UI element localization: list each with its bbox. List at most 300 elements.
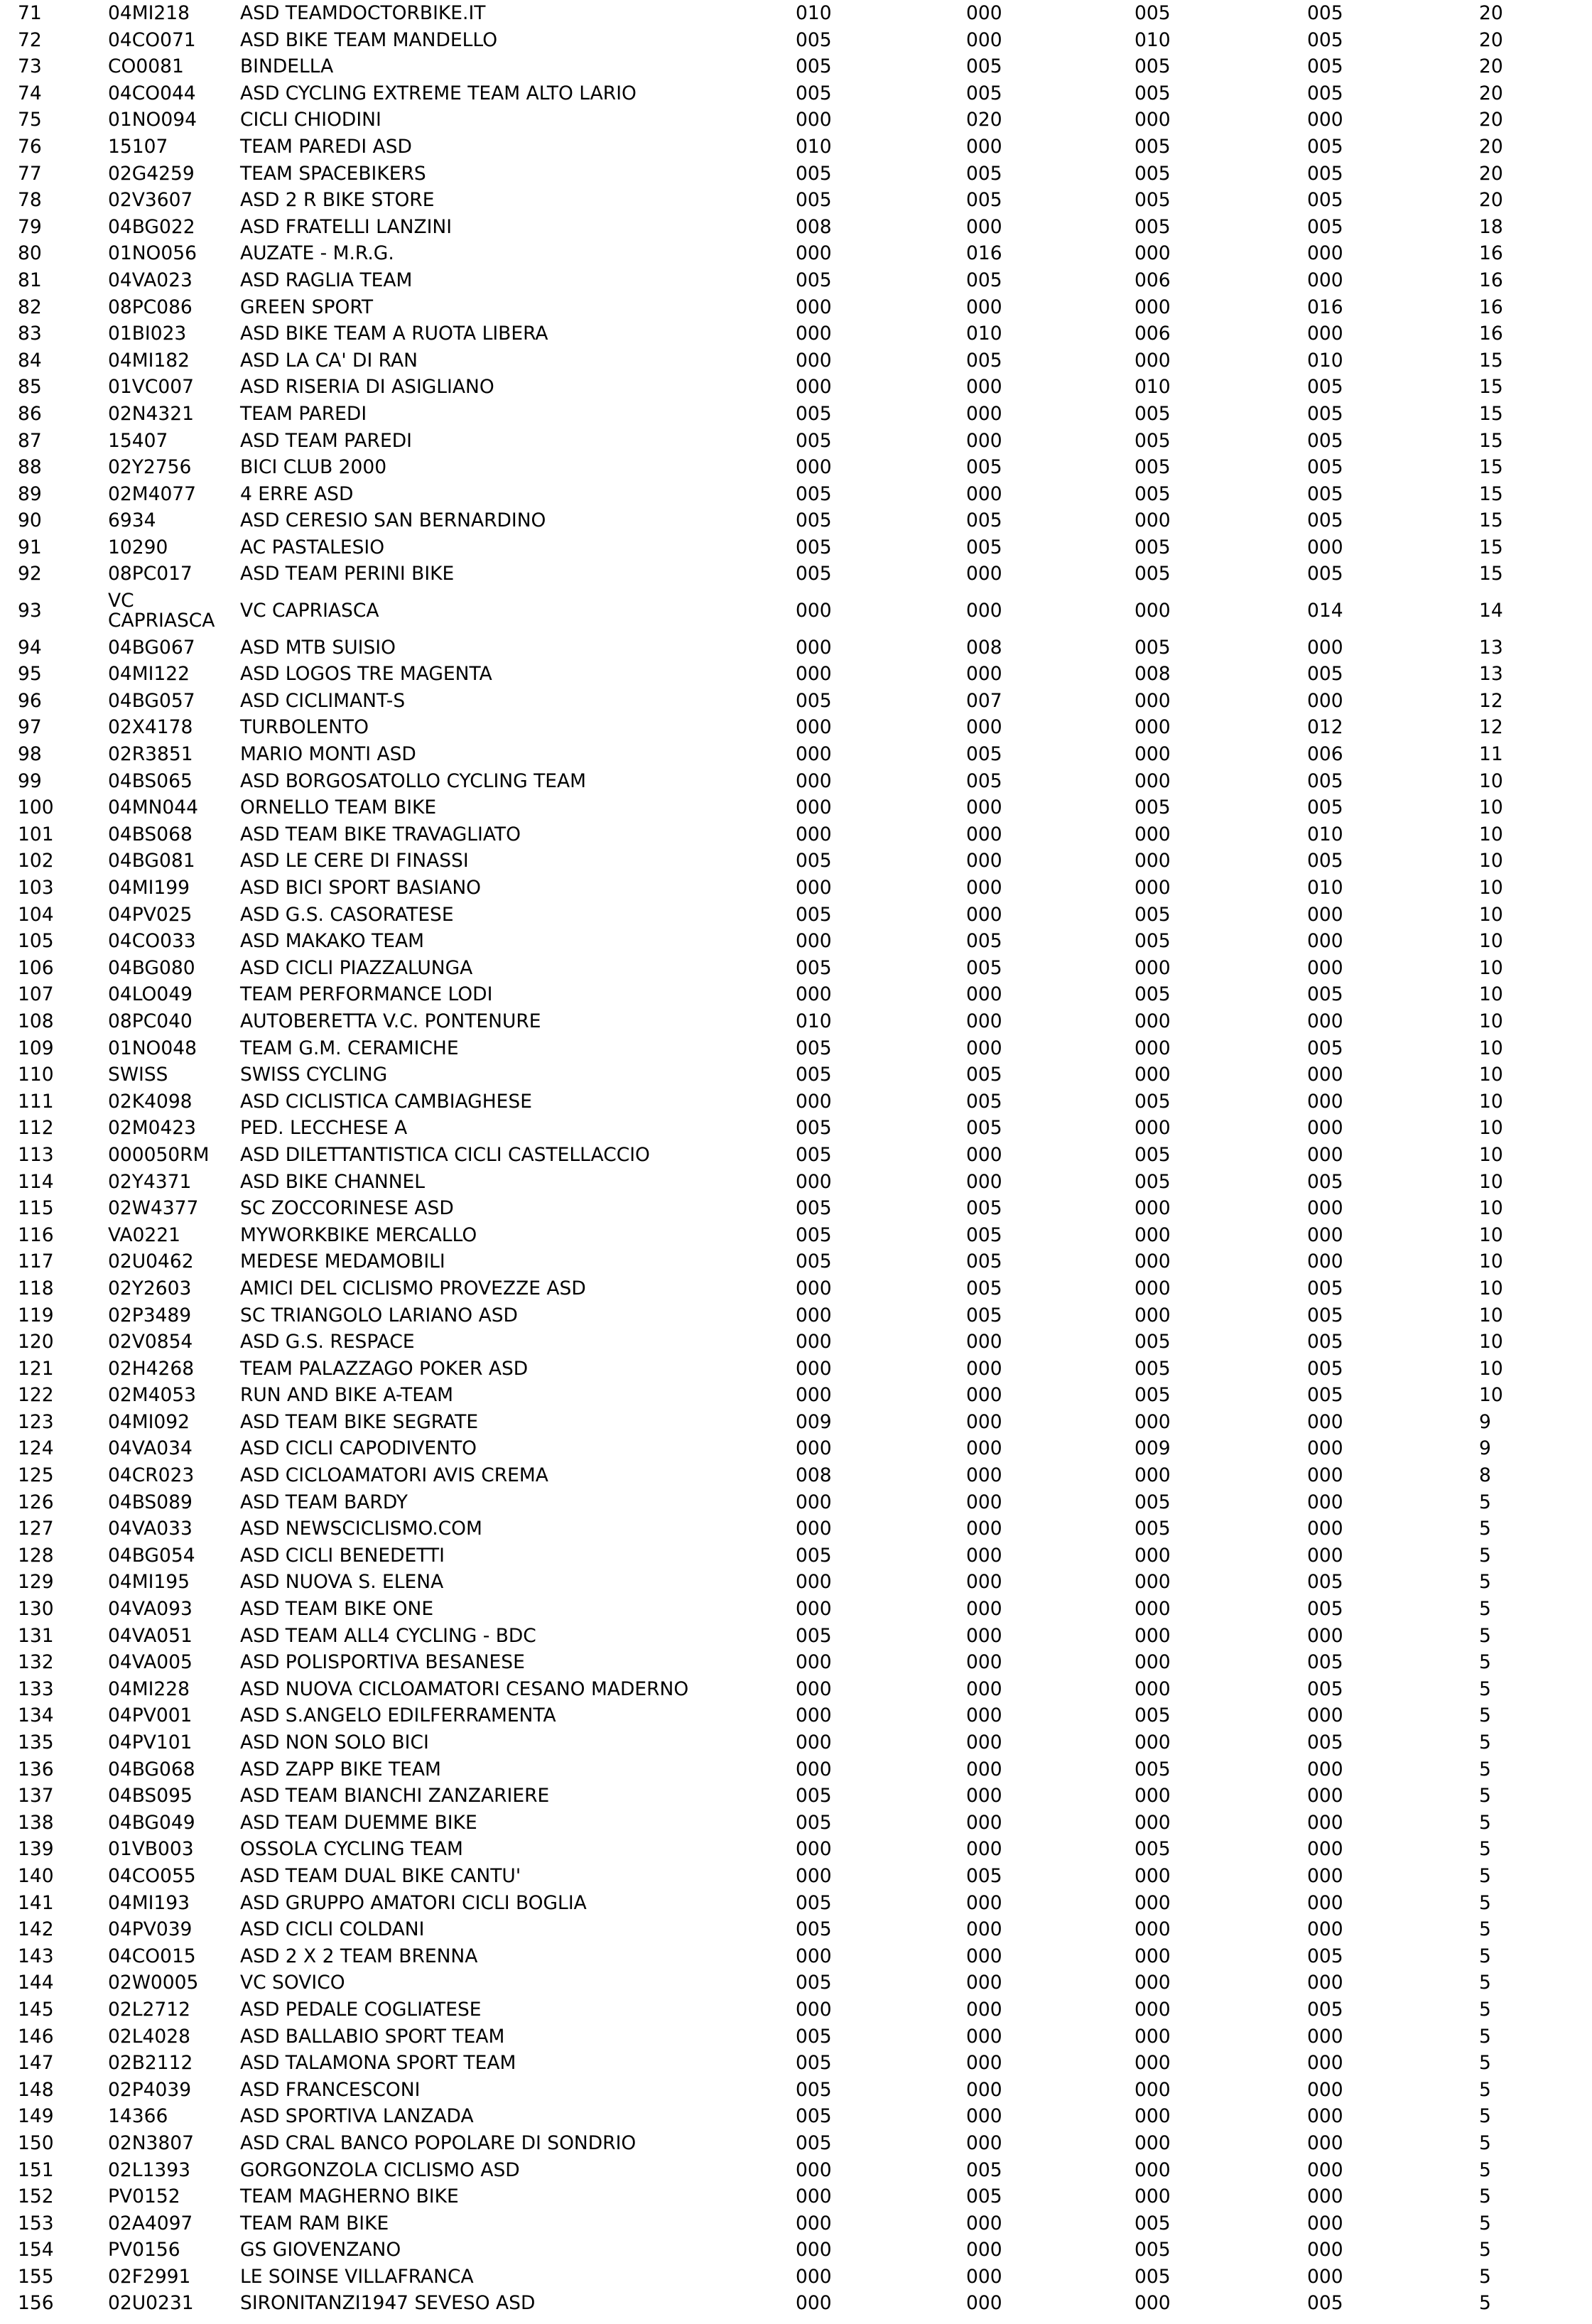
total-points-cell: 16 bbox=[1479, 296, 1503, 318]
team-name-cell: ASD TEAM DUAL BIKE CANTU' bbox=[240, 1864, 521, 1887]
stage-4-points-cell: 005 bbox=[1307, 135, 1343, 158]
rank-cell: 88 bbox=[18, 456, 42, 479]
stage-1-points-cell: 010 bbox=[796, 135, 832, 158]
table-row bbox=[0, 1810, 1592, 1837]
stage-3-points-cell: 010 bbox=[1135, 376, 1171, 399]
team-code-cell: 04VA051 bbox=[108, 1624, 193, 1647]
stage-1-points-cell: 000 bbox=[796, 1437, 832, 1460]
stage-3-points-cell: 000 bbox=[1135, 1223, 1171, 1246]
rank-cell: 122 bbox=[18, 1384, 54, 1407]
rank-cell: 141 bbox=[18, 1891, 54, 1914]
team-code-cell: 02Y2756 bbox=[108, 456, 192, 479]
table-row bbox=[0, 822, 1592, 849]
stage-1-points-cell: 005 bbox=[796, 1223, 832, 1246]
rank-cell: 75 bbox=[18, 109, 42, 131]
stage-4-points-cell: 000 bbox=[1307, 903, 1343, 926]
stage-4-points-cell: 005 bbox=[1307, 189, 1343, 212]
team-code-cell: 08PC040 bbox=[108, 1010, 193, 1032]
stage-2-points-cell: 005 bbox=[966, 1090, 1002, 1113]
stage-4-points-cell: 005 bbox=[1307, 1571, 1343, 1594]
table-row bbox=[0, 535, 1592, 562]
team-code-cell: 04BG081 bbox=[108, 850, 195, 872]
total-points-cell: 15 bbox=[1479, 456, 1503, 479]
stage-4-points-cell: 000 bbox=[1307, 1437, 1343, 1460]
total-points-cell: 14 bbox=[1479, 600, 1503, 622]
team-name-cell: TURBOLENTO bbox=[240, 716, 369, 739]
team-name-cell: ASD BALLABIO SPORT TEAM bbox=[240, 2025, 505, 2048]
team-code-cell: 04CO044 bbox=[108, 82, 196, 104]
stage-3-points-cell: 005 bbox=[1135, 1357, 1171, 1380]
stage-1-points-cell: 005 bbox=[796, 1197, 832, 1220]
stage-3-points-cell: 009 bbox=[1135, 1437, 1171, 1460]
stage-1-points-cell: 005 bbox=[796, 269, 832, 291]
stage-2-points-cell: 005 bbox=[966, 162, 1002, 185]
table-row bbox=[0, 1596, 1592, 1623]
team-ranking-table bbox=[0, 1, 1592, 2318]
stage-3-points-cell: 006 bbox=[1135, 269, 1171, 291]
stage-3-points-cell: 000 bbox=[1135, 2078, 1171, 2101]
team-name-cell: ASD RAGLIA TEAM bbox=[240, 269, 413, 291]
rank-cell: 71 bbox=[18, 2, 42, 24]
table-row bbox=[0, 1036, 1592, 1063]
stage-4-points-cell: 000 bbox=[1307, 1838, 1343, 1861]
stage-1-points-cell: 000 bbox=[796, 2265, 832, 2288]
team-name-cell: ASD TEAM BARDY bbox=[240, 1491, 408, 1513]
stage-3-points-cell: 000 bbox=[1135, 2052, 1171, 2075]
stage-2-points-cell: 005 bbox=[966, 1223, 1002, 1246]
stage-2-points-cell: 005 bbox=[966, 1117, 1002, 1140]
team-code-cell: 14366 bbox=[108, 2105, 168, 2128]
total-points-cell: 10 bbox=[1479, 1064, 1503, 1086]
stage-3-points-cell: 000 bbox=[1135, 1304, 1171, 1326]
team-code-cell: 04BG067 bbox=[108, 636, 195, 659]
rank-cell: 99 bbox=[18, 769, 42, 792]
rank-cell: 103 bbox=[18, 877, 54, 899]
team-name-cell: SC TRIANGOLO LARIANO ASD bbox=[240, 1304, 518, 1326]
rank-cell: 130 bbox=[18, 1598, 54, 1621]
stage-2-points-cell: 000 bbox=[966, 1624, 1002, 1647]
team-name-cell: ASD TEAM BIKE SEGRATE bbox=[240, 1410, 479, 1433]
stage-4-points-cell: 000 bbox=[1307, 2131, 1343, 2154]
rank-cell: 108 bbox=[18, 1010, 54, 1032]
table-row bbox=[0, 1383, 1592, 1410]
table-row bbox=[0, 482, 1592, 509]
stage-2-points-cell: 000 bbox=[966, 1384, 1002, 1407]
stage-4-points-cell: 000 bbox=[1307, 1758, 1343, 1780]
stage-2-points-cell: 005 bbox=[966, 82, 1002, 104]
stage-2-points-cell: 000 bbox=[966, 823, 1002, 845]
stage-2-points-cell: 000 bbox=[966, 1010, 1002, 1032]
stage-3-points-cell: 000 bbox=[1135, 1544, 1171, 1567]
team-name-cell: ASD ZAPP BIKE TEAM bbox=[240, 1758, 441, 1780]
stage-1-points-cell: 000 bbox=[796, 1598, 832, 1621]
stage-2-points-cell: 000 bbox=[966, 2, 1002, 24]
stage-2-points-cell: 000 bbox=[966, 2131, 1002, 2154]
table-row bbox=[0, 848, 1592, 875]
team-name-cell: ORNELLO TEAM BIKE bbox=[240, 796, 437, 819]
table-row bbox=[0, 2291, 1592, 2318]
stage-4-points-cell: 000 bbox=[1307, 1250, 1343, 1273]
stage-1-points-cell: 000 bbox=[796, 1864, 832, 1887]
stage-3-points-cell: 005 bbox=[1135, 1518, 1171, 1540]
stage-4-points-cell: 005 bbox=[1307, 482, 1343, 505]
team-name-cell: ASD CICLOAMATORI AVIS CREMA bbox=[240, 1464, 548, 1487]
team-code-cell: 04MI193 bbox=[108, 1891, 190, 1914]
total-points-cell: 9 bbox=[1479, 1410, 1491, 1433]
total-points-cell: 10 bbox=[1479, 1304, 1503, 1326]
stage-2-points-cell: 000 bbox=[966, 1918, 1002, 1941]
rank-cell: 145 bbox=[18, 1998, 54, 2021]
stage-2-points-cell: 005 bbox=[966, 536, 1002, 558]
stage-2-points-cell: 000 bbox=[966, 1143, 1002, 1166]
stage-4-points-cell: 000 bbox=[1307, 1410, 1343, 1433]
team-code-cell: 04MI199 bbox=[108, 877, 190, 899]
team-name-cell: TEAM MAGHERNO BIKE bbox=[240, 2185, 459, 2208]
rank-cell: 147 bbox=[18, 2052, 54, 2075]
stage-3-points-cell: 005 bbox=[1135, 930, 1171, 953]
team-code-cell: 04BG022 bbox=[108, 215, 195, 238]
team-name-cell: ASD CICLI PIAZZALUNGA bbox=[240, 956, 473, 979]
table-row bbox=[0, 956, 1592, 983]
stage-1-points-cell: 000 bbox=[796, 2158, 832, 2181]
stage-1-points-cell: 005 bbox=[796, 1037, 832, 1059]
table-row bbox=[0, 1490, 1592, 1517]
stage-1-points-cell: 000 bbox=[796, 1998, 832, 2021]
stage-4-points-cell: 005 bbox=[1307, 509, 1343, 532]
stage-3-points-cell: 000 bbox=[1135, 1117, 1171, 1140]
total-points-cell: 16 bbox=[1479, 323, 1503, 345]
rank-cell: 87 bbox=[18, 429, 42, 452]
total-points-cell: 10 bbox=[1479, 823, 1503, 845]
stage-4-points-cell: 000 bbox=[1307, 109, 1343, 131]
stage-4-points-cell: 005 bbox=[1307, 162, 1343, 185]
stage-3-points-cell: 005 bbox=[1135, 1838, 1171, 1861]
total-points-cell: 5 bbox=[1479, 2025, 1491, 2048]
stage-3-points-cell: 000 bbox=[1135, 1918, 1171, 1941]
team-code-cell: 02P4039 bbox=[108, 2078, 192, 2101]
stage-4-points-cell: 005 bbox=[1307, 663, 1343, 686]
team-code-cell: 15407 bbox=[108, 429, 168, 452]
team-name-cell: ASD G.S. CASORATESE bbox=[240, 903, 454, 926]
team-code-cell: 02M4053 bbox=[108, 1384, 197, 1407]
stage-1-points-cell: 000 bbox=[796, 109, 832, 131]
total-points-cell: 5 bbox=[1479, 1544, 1491, 1567]
stage-4-points-cell: 000 bbox=[1307, 2025, 1343, 2048]
stage-1-points-cell: 000 bbox=[796, 600, 832, 622]
stage-3-points-cell: 000 bbox=[1135, 956, 1171, 979]
stage-2-points-cell: 000 bbox=[966, 135, 1002, 158]
total-points-cell: 12 bbox=[1479, 689, 1503, 712]
table-row bbox=[0, 1891, 1592, 1918]
rank-cell: 96 bbox=[18, 689, 42, 712]
stage-4-points-cell: 005 bbox=[1307, 82, 1343, 104]
stage-1-points-cell: 005 bbox=[796, 2131, 832, 2154]
stage-2-points-cell: 005 bbox=[966, 1277, 1002, 1299]
stage-1-points-cell: 000 bbox=[796, 1704, 832, 1727]
team-name-cell: ASD RISERIA DI ASIGLIANO bbox=[240, 376, 494, 399]
rank-cell: 126 bbox=[18, 1491, 54, 1513]
stage-3-points-cell: 000 bbox=[1135, 769, 1171, 792]
team-name-cell: ASD CYCLING EXTREME TEAM ALTO LARIO bbox=[240, 82, 637, 104]
stage-2-points-cell: 000 bbox=[966, 903, 1002, 926]
stage-4-points-cell: 005 bbox=[1307, 1277, 1343, 1299]
team-code-cell: 04CO071 bbox=[108, 28, 196, 51]
stage-3-points-cell: 005 bbox=[1135, 983, 1171, 1006]
stage-3-points-cell: 000 bbox=[1135, 1037, 1171, 1059]
stage-2-points-cell: 000 bbox=[966, 1544, 1002, 1567]
total-points-cell: 5 bbox=[1479, 1571, 1491, 1594]
rank-cell: 133 bbox=[18, 1677, 54, 1700]
team-code-cell: 02X4178 bbox=[108, 716, 193, 739]
total-points-cell: 8 bbox=[1479, 1464, 1491, 1487]
stage-1-points-cell: 005 bbox=[796, 82, 832, 104]
team-code-cell: 01VC007 bbox=[108, 376, 194, 399]
table-row bbox=[0, 1169, 1592, 1196]
rank-cell: 154 bbox=[18, 2239, 54, 2261]
stage-1-points-cell: 000 bbox=[796, 1277, 832, 1299]
total-points-cell: 10 bbox=[1479, 850, 1503, 872]
rank-cell: 78 bbox=[18, 189, 42, 212]
stage-3-points-cell: 005 bbox=[1135, 1491, 1171, 1513]
stage-4-points-cell: 000 bbox=[1307, 1972, 1343, 1994]
team-code-cell: 6934 bbox=[108, 509, 156, 532]
rank-cell: 134 bbox=[18, 1704, 54, 1727]
stage-3-points-cell: 005 bbox=[1135, 456, 1171, 479]
stage-1-points-cell: 005 bbox=[796, 28, 832, 51]
total-points-cell: 15 bbox=[1479, 482, 1503, 505]
total-points-cell: 10 bbox=[1479, 1384, 1503, 1407]
team-code-cell: 02P3489 bbox=[108, 1304, 192, 1326]
team-code-cell: 08PC086 bbox=[108, 296, 193, 318]
stage-2-points-cell: 000 bbox=[966, 1891, 1002, 1914]
stage-1-points-cell: 005 bbox=[796, 1785, 832, 1807]
total-points-cell: 10 bbox=[1479, 983, 1503, 1006]
team-code-cell: 01VB003 bbox=[108, 1838, 194, 1861]
stage-4-points-cell: 000 bbox=[1307, 242, 1343, 265]
stage-1-points-cell: 005 bbox=[796, 563, 832, 585]
total-points-cell: 5 bbox=[1479, 1811, 1491, 1834]
team-name-cell: ASD TEAM ALL4 CYCLING - BDC bbox=[240, 1624, 536, 1647]
team-code-cell: 000050RM bbox=[108, 1143, 210, 1166]
stage-3-points-cell: 005 bbox=[1135, 189, 1171, 212]
team-code-cell: 04VA034 bbox=[108, 1437, 193, 1460]
team-code-cell: 02L4028 bbox=[108, 2025, 190, 2048]
stage-1-points-cell: 009 bbox=[796, 1410, 832, 1433]
table-row bbox=[0, 188, 1592, 215]
team-name-cell: ASD TALAMONA SPORT TEAM bbox=[240, 2052, 516, 2075]
stage-2-points-cell: 000 bbox=[966, 1731, 1002, 1753]
stage-1-points-cell: 000 bbox=[796, 877, 832, 899]
stage-2-points-cell: 000 bbox=[966, 1357, 1002, 1380]
team-name-cell: ASD FRATELLI LANZINI bbox=[240, 215, 453, 238]
total-points-cell: 5 bbox=[1479, 1677, 1491, 1700]
team-code-cell: 02Y2603 bbox=[108, 1277, 192, 1299]
stage-2-points-cell: 000 bbox=[966, 402, 1002, 425]
stage-4-points-cell: 005 bbox=[1307, 1998, 1343, 2021]
stage-4-points-cell: 005 bbox=[1307, 376, 1343, 399]
team-name-cell: LE SOINSE VILLAFRANCA bbox=[240, 2265, 474, 2288]
total-points-cell: 5 bbox=[1479, 2158, 1491, 2181]
team-name-cell: ASD GRUPPO AMATORI CICLI BOGLIA bbox=[240, 1891, 587, 1914]
team-code-cell: 04BG054 bbox=[108, 1544, 195, 1567]
table-row bbox=[0, 1917, 1592, 1944]
table-row bbox=[0, 2050, 1592, 2077]
total-points-cell: 10 bbox=[1479, 1010, 1503, 1032]
rank-cell: 76 bbox=[18, 135, 42, 158]
stage-1-points-cell: 000 bbox=[796, 1304, 832, 1326]
stage-3-points-cell: 000 bbox=[1135, 2105, 1171, 2128]
rank-cell: 149 bbox=[18, 2105, 54, 2128]
rank-cell: 152 bbox=[18, 2185, 54, 2208]
total-points-cell: 20 bbox=[1479, 2, 1503, 24]
stage-1-points-cell: 000 bbox=[796, 456, 832, 479]
table-row bbox=[0, 2077, 1592, 2104]
table-row bbox=[0, 455, 1592, 482]
team-code-cell: 04MI092 bbox=[108, 1410, 190, 1433]
stage-3-points-cell: 005 bbox=[1135, 1143, 1171, 1166]
team-code-cell: 04MI218 bbox=[108, 2, 190, 24]
team-code-cell: 04MI182 bbox=[108, 349, 190, 372]
team-code-cell: 04BG049 bbox=[108, 1811, 195, 1834]
stage-2-points-cell: 000 bbox=[966, 1037, 1002, 1059]
total-points-cell: 13 bbox=[1479, 636, 1503, 659]
total-points-cell: 20 bbox=[1479, 189, 1503, 212]
total-points-cell: 5 bbox=[1479, 1758, 1491, 1780]
table-row bbox=[0, 2158, 1592, 2185]
stage-2-points-cell: 000 bbox=[966, 1972, 1002, 1994]
table-row bbox=[0, 2024, 1592, 2051]
team-code-cell: PV0156 bbox=[108, 2239, 180, 2261]
rank-cell: 123 bbox=[18, 1410, 54, 1433]
rank-cell: 115 bbox=[18, 1197, 54, 1220]
stage-2-points-cell: 016 bbox=[966, 242, 1002, 265]
team-name-cell: ASD BICI SPORT BASIANO bbox=[240, 877, 482, 899]
total-points-cell: 5 bbox=[1479, 2265, 1491, 2288]
total-points-cell: 5 bbox=[1479, 2078, 1491, 2101]
stage-4-points-cell: 000 bbox=[1307, 1197, 1343, 1220]
team-code-cell: VC CAPRIASCA bbox=[108, 590, 215, 632]
rank-cell: 143 bbox=[18, 1945, 54, 1967]
table-row bbox=[0, 2264, 1592, 2291]
table-row bbox=[0, 1142, 1592, 1169]
stage-2-points-cell: 005 bbox=[966, 349, 1002, 372]
stage-1-points-cell: 000 bbox=[796, 1758, 832, 1780]
total-points-cell: 15 bbox=[1479, 402, 1503, 425]
rank-cell: 81 bbox=[18, 269, 42, 291]
team-name-cell: TEAM RAM BIKE bbox=[240, 2212, 389, 2234]
rank-cell: 84 bbox=[18, 349, 42, 372]
stage-1-points-cell: 000 bbox=[796, 296, 832, 318]
stage-4-points-cell: 000 bbox=[1307, 1624, 1343, 1647]
stage-3-points-cell: 000 bbox=[1135, 109, 1171, 131]
stage-1-points-cell: 000 bbox=[796, 349, 832, 372]
total-points-cell: 15 bbox=[1479, 376, 1503, 399]
team-code-cell: 04BG068 bbox=[108, 1758, 195, 1780]
stage-3-points-cell: 006 bbox=[1135, 323, 1171, 345]
stage-2-points-cell: 005 bbox=[966, 269, 1002, 291]
stage-1-points-cell: 000 bbox=[796, 1090, 832, 1113]
team-name-cell: ASD NUOVA S. ELENA bbox=[240, 1571, 444, 1594]
team-name-cell: ASD BIKE TEAM A RUOTA LIBERA bbox=[240, 323, 548, 345]
rank-cell: 140 bbox=[18, 1864, 54, 1887]
team-code-cell: 02M0423 bbox=[108, 1117, 197, 1140]
stage-2-points-cell: 000 bbox=[966, 1518, 1002, 1540]
stage-1-points-cell: 000 bbox=[796, 1331, 832, 1353]
rank-cell: 86 bbox=[18, 402, 42, 425]
team-code-cell: 04BS089 bbox=[108, 1491, 193, 1513]
stage-3-points-cell: 005 bbox=[1135, 1758, 1171, 1780]
stage-4-points-cell: 005 bbox=[1307, 983, 1343, 1006]
stage-1-points-cell: 000 bbox=[796, 743, 832, 766]
table-row bbox=[0, 1089, 1592, 1116]
stage-4-points-cell: 005 bbox=[1307, 1731, 1343, 1753]
stage-3-points-cell: 000 bbox=[1135, 850, 1171, 872]
table-row bbox=[0, 428, 1592, 455]
total-points-cell: 20 bbox=[1479, 109, 1503, 131]
stage-3-points-cell: 000 bbox=[1135, 716, 1171, 739]
team-name-cell: ASD TEAM PAREDI bbox=[240, 429, 412, 452]
stage-3-points-cell: 005 bbox=[1135, 1331, 1171, 1353]
stage-2-points-cell: 000 bbox=[966, 1945, 1002, 1967]
stage-4-points-cell: 000 bbox=[1307, 1918, 1343, 1941]
team-code-cell: 01BI023 bbox=[108, 323, 187, 345]
table-row bbox=[0, 1543, 1592, 1570]
rank-cell: 110 bbox=[18, 1064, 54, 1086]
stage-3-points-cell: 000 bbox=[1135, 1811, 1171, 1834]
stage-4-points-cell: 005 bbox=[1307, 1170, 1343, 1193]
table-row bbox=[0, 1463, 1592, 1490]
rank-cell: 104 bbox=[18, 903, 54, 926]
rank-cell: 74 bbox=[18, 82, 42, 104]
table-row bbox=[0, 1196, 1592, 1223]
team-code-cell: 04LO049 bbox=[108, 983, 193, 1006]
table-row bbox=[0, 161, 1592, 188]
stage-3-points-cell: 005 bbox=[1135, 82, 1171, 104]
team-name-cell: GREEN SPORT bbox=[240, 296, 374, 318]
table-row bbox=[0, 1677, 1592, 1704]
team-name-cell: ASD TEAM BIKE ONE bbox=[240, 1598, 434, 1621]
total-points-cell: 5 bbox=[1479, 1891, 1491, 1914]
stage-1-points-cell: 005 bbox=[796, 1143, 832, 1166]
stage-4-points-cell: 000 bbox=[1307, 2052, 1343, 2075]
stage-3-points-cell: 000 bbox=[1135, 1785, 1171, 1807]
rank-cell: 150 bbox=[18, 2131, 54, 2154]
table-row bbox=[0, 2131, 1592, 2158]
stage-2-points-cell: 000 bbox=[966, 28, 1002, 51]
stage-2-points-cell: 000 bbox=[966, 1704, 1002, 1727]
stage-1-points-cell: 005 bbox=[796, 2052, 832, 2075]
team-name-cell: ASD S.ANGELO EDILFERRAMENTA bbox=[240, 1704, 556, 1727]
total-points-cell: 10 bbox=[1479, 1250, 1503, 1273]
table-row bbox=[0, 2237, 1592, 2264]
stage-3-points-cell: 000 bbox=[1135, 1624, 1171, 1647]
stage-1-points-cell: 000 bbox=[796, 2212, 832, 2234]
rank-cell: 72 bbox=[18, 28, 42, 51]
stage-3-points-cell: 000 bbox=[1135, 1864, 1171, 1887]
stage-3-points-cell: 005 bbox=[1135, 402, 1171, 425]
team-name-cell: AUTOBERETTA V.C. PONTENURE bbox=[240, 1010, 541, 1032]
stage-3-points-cell: 005 bbox=[1135, 1170, 1171, 1193]
table-row bbox=[0, 1703, 1592, 1730]
rank-cell: 136 bbox=[18, 1758, 54, 1780]
stage-2-points-cell: 007 bbox=[966, 689, 1002, 712]
total-points-cell: 10 bbox=[1479, 903, 1503, 926]
ranking-body bbox=[0, 1, 1592, 2318]
rank-cell: 113 bbox=[18, 1143, 54, 1166]
stage-2-points-cell: 000 bbox=[966, 1170, 1002, 1193]
rank-cell: 91 bbox=[18, 536, 42, 558]
stage-2-points-cell: 000 bbox=[966, 716, 1002, 739]
